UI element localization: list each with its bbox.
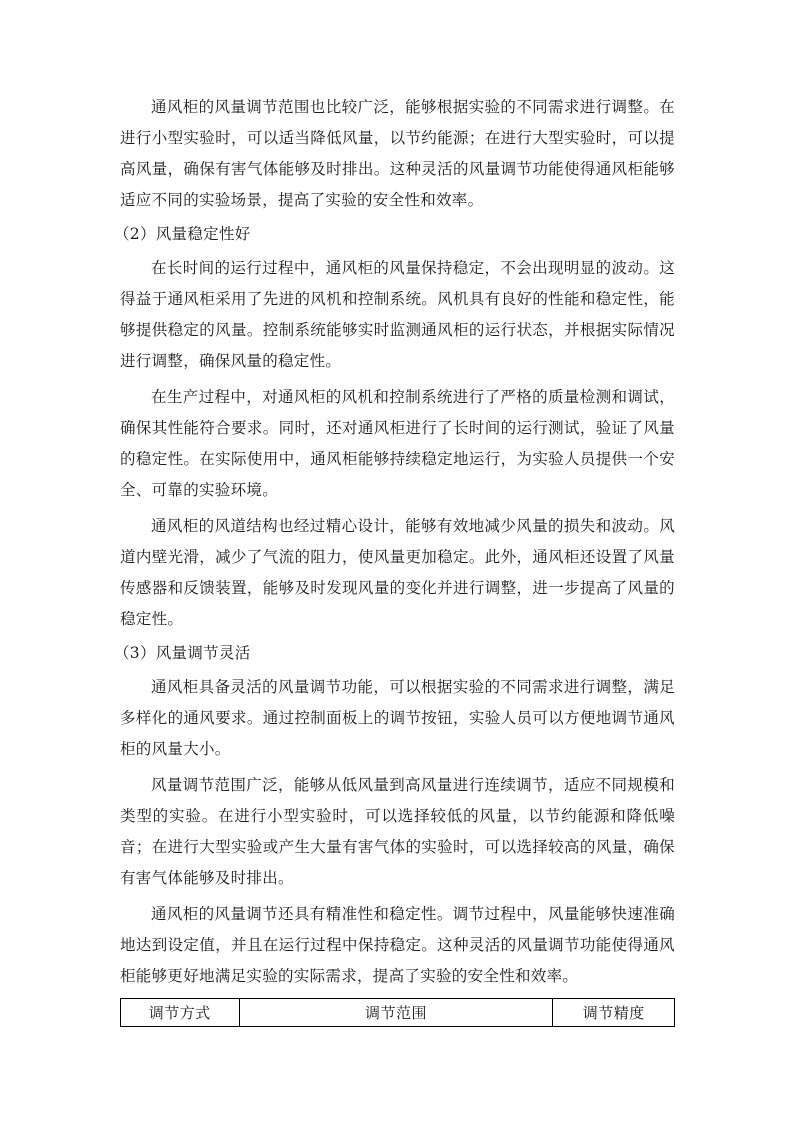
paragraph-1: 通风柜的风量调节范围也比较广泛，能够根据实验的不同需求进行调整。在进行小型实验时，可以适当降低风量，以节约能源；在进行大型实验时，可以提高风量，确保有害气体能够及时排出。这种灵活的风量调节功能使得通风柜能够适应不同的实验场景，提高了实验的安全性和效率。 [120, 98, 675, 209]
table-header-row [121, 999, 675, 1027]
table-header-method: 调节方式 [121, 999, 240, 1027]
paragraph-3: 在生产过程中，对通风柜的风机和控制系统进行了严格的质量检测和调试，确保其性能符合要求。同时，还对通风柜进行了长时间的运行测试，验证了风量的稳定性。在实际使用中，通风柜能够持续稳定地运行，为实验人员提供一个安全、可靠的实验环境。 [120, 388, 675, 499]
table-header-range: 调节范围 [239, 999, 553, 1027]
section-heading-3: （3）风量调节灵活 [114, 644, 251, 662]
paragraph-7: 通风柜的风量调节还具有精准性和稳定性。调节过程中，风量能够快速准确地达到设定值，并且在运行过程中保持稳定。这种灵活的风量调节功能使得通风柜能够更好地满足实验的实际需求，提高了实验的安全性和效率。 [120, 905, 675, 985]
section-heading-2: （2）风量稳定性好 [114, 225, 251, 243]
adjustment-table [120, 998, 675, 1027]
paragraph-6: 风量调节范围广泛，能够从低风量到高风量进行连续调节，适应不同规模和类型的实验。在进行小型实验时，可以选择较低的风量，以节约能源和降低噪音；在进行大型实验或产生大量有害气体的实验时，可以选择较高的风量，确保有害气体能够及时排出。 [120, 776, 675, 887]
paragraph-4: 通风柜的风道结构也经过精心设计，能够有效地减少风量的损失和波动。风道内壁光滑，减少了气流的阻力，使风量更加稳定。此外，通风柜还设置了风量传感器和反馈装置，能够及时发现风量的变化并进行调整，进一步提高了风量的稳定性。 [120, 517, 675, 628]
table-header-precision: 调节精度 [553, 999, 675, 1027]
document-body [114, 92, 675, 992]
paragraph-5: 通风柜具备灵活的风量调节功能，可以根据实验的不同需求进行调整，满足多样化的通风要求。通过控制面板上的调节按钮，实验人员可以方便地调节通风柜的风量大小。 [120, 678, 675, 758]
paragraph-2: 在长时间的运行过程中，通风柜的风量保持稳定，不会出现明显的波动。这得益于通风柜采用了先进的风机和控制系统。风机具有良好的性能和稳定性，能够提供稳定的风量。控制系统能够实时监测通风柜的运行状态，并根据实际情况进行调整，确保风量的稳定性。 [120, 259, 675, 370]
